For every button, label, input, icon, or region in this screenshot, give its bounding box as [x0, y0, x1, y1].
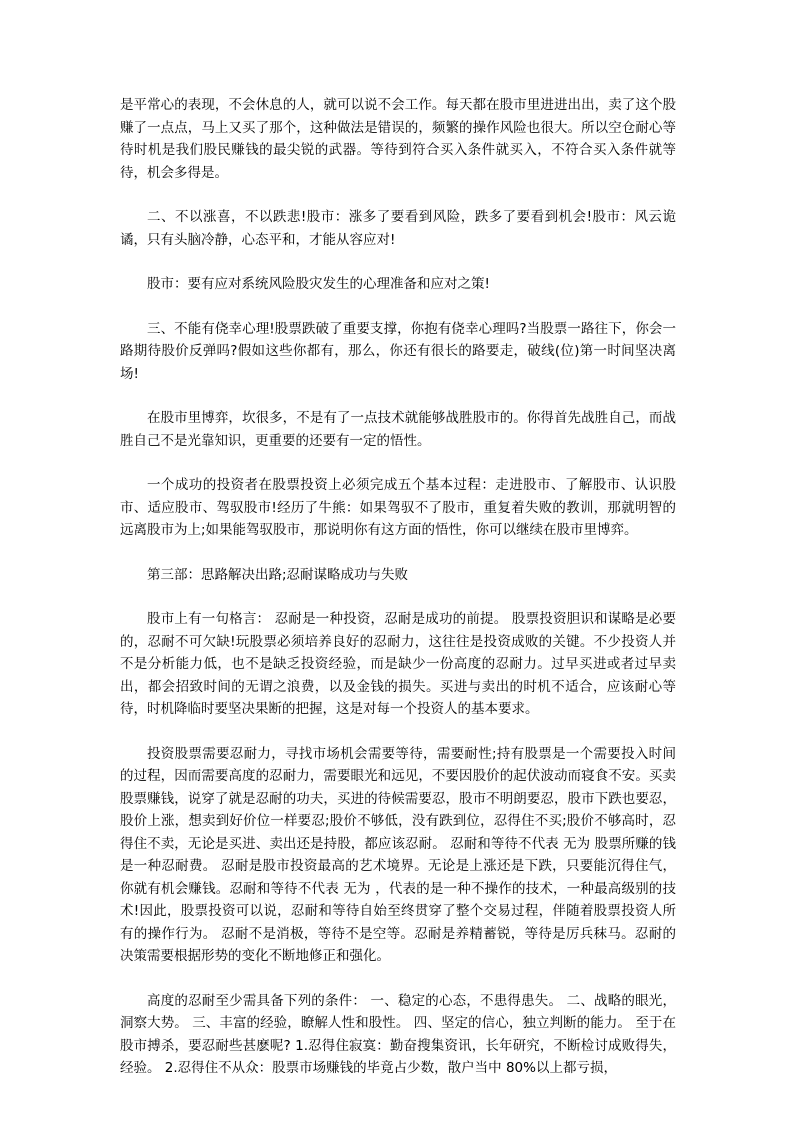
paragraph-2: 二、不以涨喜，不以跌悲!股市：涨多了要看到风险，跌多了要看到机会!股市：风云诡谲，只有头脑冷静，心态平和，才能从容应对!: [120, 209, 676, 248]
paragraph-gap: [120, 296, 676, 318]
paragraph-3: 股市：要有应对系统风险股灾发生的心理准备和应对之策!: [147, 276, 490, 292]
paragraph-1: 是平常心的表现，不会休息的人，就可以说不会工作。每天都在股市里进进出出，卖了这个股赚了一点点，马上又买了那个，这种做法是错误的，频繁的操作风险也很大。所以空仓耐心等待时机是我们股民赚钱的最尖锐的武器。等待到符合买入条件就买入，不符合买入条件就等待，机会多得是。: [120, 97, 676, 181]
document-body: [120, 94, 676, 1080]
paragraph-4: 三、不能有侥幸心理!股票跌破了重要支撑，你抱有侥幸心理吗?当股票一路往下，你会一路期待股价反弹吗?假如这些你都有，那么，你还有很长的路要走，破线(位)第一时间坚决离场!: [120, 320, 676, 382]
paragraph-gap: [120, 721, 676, 743]
paragraph-gap: [120, 586, 676, 608]
paragraph-gap: [120, 184, 676, 206]
paragraph-gap: [120, 385, 676, 407]
paragraph-9: 高度的忍耐至少需具备下列的条件： 一、稳定的心态，不患得患失。 二、战略的眼光，洞察大势。 三、丰富的经验，瞭解人性和股性。 四、坚定的信心，独立判断的能力。 至于在股市搏杀，要忍耐些甚麽呢? 1.忍得住寂寞：勤奋搜集资讯，长年研究，不断检讨成败得失，经验。 2.忍得住不从众：股票市场赚钱的毕竟占少数，散户当中 80%以上都亏损，: [120, 992, 676, 1076]
paragraph-gap: [120, 251, 676, 273]
paragraph-6: 一个成功的投资者在股票投资上必须完成五个基本过程：走进股市、了解股市、认识股市、适应股市、驾驭股市!经历了牛熊：如果驾驭不了股市，重复着失败的教训，那就明智的远离股市为上;如果能驾驭股市，那说明你有这方面的悟性，你可以继续在股市里博弈。: [120, 477, 676, 538]
section-heading: 第三部：思路解决出路;忍耐谋略成功与失败: [147, 566, 409, 583]
paragraph-7: 股市上有一句格言： 忍耐是一种投资，忍耐是成功的前提。 股票投资胆识和谋略是必要的，忍耐不可欠缺!玩股票必须培养良好的忍耐力，这往往是投资成败的关键。不少投资人并不是分析能力低，也不是缺乏投资经验，而是缺少一份高度的忍耐力。过早买进或者过早卖出，都会招致时间的无谓之浪费，以及金钱的损失。买进与卖出的时机不适合，应该耐心等待，时机降临时要坚决果断的把握，这是对每一个投资人的基本要求。: [120, 611, 676, 717]
paragraph-5: 在股市里博弈，坎很多，不是有了一点技术就能够战胜股市的。你得首先战胜自己，而战胜自己不是光靠知识，更重要的还要有一定的悟性。: [120, 410, 676, 449]
paragraph-gap: [120, 968, 676, 990]
paragraph-gap: [120, 542, 676, 564]
paragraph-gap: [120, 452, 676, 474]
paragraph-8: 投资股票需要忍耐力，寻找市场机会需要等待，需要耐性;持有股票是一个需要投入时间的过程，因而需要高度的忍耐力，需要眼光和远见，不要因股价的起伏波动而寝食不安。买卖股票赚钱，说穿了就是忍耐的功夫，买进的待候需要忍，股市不明朗要忍，股市下跌也要忍，股价上涨，想卖到好价位一样要忍;股价不够低，没有跌到位，忍得住不买;股价不够高时，忍得住不卖，无论是买进、卖出还是持股，都应该忍耐。 忍耐和等待不代表 无为 股票所赚的钱是一种忍耐费。 忍耐是股市投资最高的艺术境界。无论是上涨还是下跌，只要能沉得住气，你就有机会赚钱。忍耐和等待不代表 无为 ，代表的是一种不操作的技术，一种最高级别的技术!因此，股票投资可以说，忍耐和等待自始至终贯穿了整个交易过程，伴随着股票投资人所有的操作行为。 忍耐不是消极，等待不是空等。忍耐是养精蓄锐，等待是厉兵秣马。忍耐的决策需要根据形势的变化不断地修正和强化。: [120, 745, 676, 964]
